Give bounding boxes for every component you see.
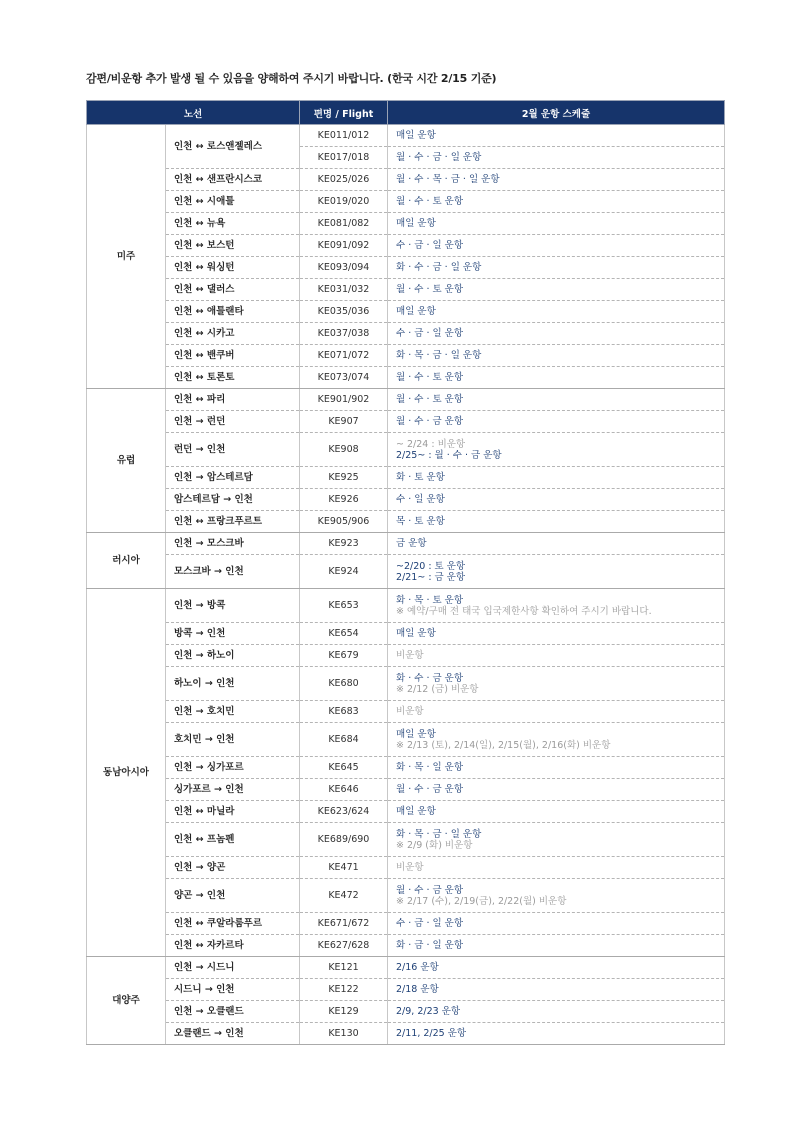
schedule-line: 수 · 일 운항 [396, 494, 445, 505]
table-row [87, 979, 725, 1001]
table-row [87, 213, 725, 235]
schedule-line: 매일 운항 [396, 806, 436, 817]
schedule-cell [388, 279, 725, 301]
route-cell: 인천 ↔ 토론토 [166, 367, 300, 389]
region-cell: 유럽 [87, 389, 166, 533]
route-cell: 인천 → 하노이 [166, 645, 300, 667]
flight-schedule-table [86, 100, 725, 1045]
schedule-cell [388, 191, 725, 213]
schedule-cell [388, 757, 725, 779]
schedule-cell [388, 467, 725, 489]
schedule-line: ~2/20 : 토 운항 [396, 560, 466, 572]
flight-number-cell: KE122 [300, 979, 388, 1001]
schedule-cell [388, 879, 725, 913]
route-cell: 인천 ↔ 샌프란시스코 [166, 169, 300, 191]
route-cell: 인천 → 호치민 [166, 701, 300, 723]
schedule-line: 화 · 목 · 일 운항 [396, 762, 464, 773]
schedule-cell [388, 147, 725, 169]
table-row [87, 389, 725, 411]
schedule-line: 월 · 수 · 토 운항 [396, 196, 464, 207]
route-cell: 인천 → 모스크바 [166, 533, 300, 555]
schedule-cell [388, 667, 725, 701]
schedule-line: 화 · 목 · 금 · 일 운항 [396, 828, 482, 840]
table-row [87, 1001, 725, 1023]
schedule-cell [388, 367, 725, 389]
table-row [87, 555, 725, 589]
route-cell: 인천 ↔ 프놈펜 [166, 823, 300, 857]
flight-number-cell: KE679 [300, 645, 388, 667]
route-cell: 모스크바 → 인천 [166, 555, 300, 589]
schedule-cell [388, 645, 725, 667]
route-cell: 인천 → 시드니 [166, 957, 300, 979]
table-row [87, 433, 725, 467]
schedule-line: 월 · 수 · 목 · 금 · 일 운항 [396, 174, 500, 185]
schedule-cell [388, 323, 725, 345]
schedule-cell [388, 213, 725, 235]
region-cell: 대양주 [87, 957, 166, 1045]
route-cell: 인천 → 방콕 [166, 589, 300, 623]
flight-number-cell: KE019/020 [300, 191, 388, 213]
flight-number-cell: KE646 [300, 779, 388, 801]
schedule-cell [388, 779, 725, 801]
schedule-cell [388, 411, 725, 433]
schedule-line: 수 · 금 · 일 운항 [396, 918, 464, 929]
schedule-line: 수 · 금 · 일 운항 [396, 240, 464, 251]
col-header-route: 노선 [87, 101, 300, 125]
schedule-line: 월 · 수 · 금 운항 [396, 884, 464, 896]
schedule-line: 2/25~ : 월 · 수 · 금 운항 [396, 449, 502, 461]
route-cell: 인천 ↔ 댈러스 [166, 279, 300, 301]
schedule-line: ※ 2/13 (토), 2/14(일), 2/15(월), 2/16(화) 비운항 [396, 739, 611, 751]
route-cell: 인천 ↔ 시카고 [166, 323, 300, 345]
schedule-cell [388, 979, 725, 1001]
schedule-cell [388, 701, 725, 723]
flight-number-cell: KE689/690 [300, 823, 388, 857]
schedule-cell [388, 1001, 725, 1023]
schedule-line: 월 · 수 · 금 운항 [396, 416, 464, 427]
route-cell: 인천 → 오클랜드 [166, 1001, 300, 1023]
table-row [87, 589, 725, 623]
schedule-cell [388, 489, 725, 511]
flight-number-cell: KE671/672 [300, 913, 388, 935]
table-row [87, 645, 725, 667]
flight-number-cell: KE130 [300, 1023, 388, 1045]
schedule-line: 매일 운항 [396, 628, 436, 639]
table-row [87, 757, 725, 779]
route-cell: 시드니 → 인천 [166, 979, 300, 1001]
flight-number-cell: KE683 [300, 701, 388, 723]
flight-number-cell: KE471 [300, 857, 388, 879]
table-row [87, 723, 725, 757]
schedule-line: 목 · 토 운항 [396, 516, 445, 527]
route-cell: 인천 → 양곤 [166, 857, 300, 879]
schedule-line: 수 · 금 · 일 운항 [396, 328, 464, 339]
table-row [87, 489, 725, 511]
flight-number-cell: KE905/906 [300, 511, 388, 533]
route-cell: 인천 ↔ 보스턴 [166, 235, 300, 257]
schedule-line: ※ 2/17 (수), 2/19(금), 2/22(월) 비운항 [396, 895, 567, 907]
route-cell: 인천 ↔ 워싱턴 [166, 257, 300, 279]
schedule-line: 비운항 [396, 650, 424, 661]
flight-number-cell: KE071/072 [300, 345, 388, 367]
table-row [87, 257, 725, 279]
schedule-cell [388, 257, 725, 279]
schedule-cell [388, 623, 725, 645]
route-cell: 하노이 → 인천 [166, 667, 300, 701]
table-row [87, 701, 725, 723]
flight-number-cell: KE925 [300, 467, 388, 489]
route-cell: 인천 ↔ 자카르타 [166, 935, 300, 957]
schedule-cell [388, 389, 725, 411]
table-row [87, 823, 725, 857]
route-cell: 인천 → 암스테르담 [166, 467, 300, 489]
route-cell: 호치민 → 인천 [166, 723, 300, 757]
region-cell: 러시아 [87, 533, 166, 589]
schedule-cell [388, 125, 725, 147]
col-header-flight: 편명 / Flight [300, 101, 388, 125]
flight-number-cell: KE129 [300, 1001, 388, 1023]
flight-number-cell: KE645 [300, 757, 388, 779]
region-cell: 미주 [87, 125, 166, 389]
schedule-line: 2/11, 2/25 운항 [396, 1028, 467, 1039]
flight-number-cell: KE680 [300, 667, 388, 701]
schedule-line: 매일 운항 [396, 130, 436, 141]
schedule-line: 매일 운항 [396, 728, 436, 740]
flight-number-cell: KE093/094 [300, 257, 388, 279]
schedule-cell [388, 511, 725, 533]
table-row [87, 857, 725, 879]
table-row [87, 623, 725, 645]
schedule-cell [388, 857, 725, 879]
table-row [87, 301, 725, 323]
flight-number-cell: KE924 [300, 555, 388, 589]
flight-number-cell: KE654 [300, 623, 388, 645]
table-row [87, 935, 725, 957]
flight-number-cell: KE926 [300, 489, 388, 511]
notice-text: 감편/비운항 추가 발생 될 수 있음을 양해하여 주시기 바랍니다. (한국 시간 2/15 기준) [86, 72, 497, 85]
schedule-line: 2/18 운항 [396, 984, 439, 995]
schedule-line: ※ 2/12 (금) 비운항 [396, 683, 479, 695]
col-header-schedule: 2월 운항 스케줄 [388, 101, 725, 125]
schedule-cell [388, 589, 725, 623]
route-cell: 인천 ↔ 쿠알라룸푸르 [166, 913, 300, 935]
schedule-cell [388, 823, 725, 857]
schedule-line: 화 · 목 · 토 운항 [396, 594, 464, 606]
schedule-line: 월 · 수 · 토 운항 [396, 372, 464, 383]
table-row [87, 467, 725, 489]
route-cell: 방콕 → 인천 [166, 623, 300, 645]
route-cell: 인천 ↔ 시애틀 [166, 191, 300, 213]
flight-number-cell: KE081/082 [300, 213, 388, 235]
route-cell: 양곤 → 인천 [166, 879, 300, 913]
route-cell: 인천 ↔ 로스앤젤레스 [166, 125, 300, 169]
flight-number-cell: KE035/036 [300, 301, 388, 323]
schedule-line: 월 · 수 · 금 · 일 운항 [396, 152, 482, 163]
flight-number-cell: KE653 [300, 589, 388, 623]
schedule-cell [388, 913, 725, 935]
flight-number-cell: KE627/628 [300, 935, 388, 957]
route-cell: 암스테르담 → 인천 [166, 489, 300, 511]
route-cell: 인천 ↔ 뉴욕 [166, 213, 300, 235]
schedule-line: 2/21~ : 금 운항 [396, 571, 466, 583]
schedule-cell [388, 169, 725, 191]
schedule-line: ~ 2/24 : 비운항 [396, 438, 466, 450]
flight-number-cell: KE025/026 [300, 169, 388, 191]
schedule-line: 월 · 수 · 토 운항 [396, 394, 464, 405]
table-row [87, 323, 725, 345]
schedule-line: 화 · 금 · 일 운항 [396, 940, 464, 951]
schedule-line: 비운항 [396, 706, 424, 717]
schedule-line: 매일 운항 [396, 218, 436, 229]
table-row [87, 125, 725, 147]
table-row [87, 801, 725, 823]
flight-number-cell: KE073/074 [300, 367, 388, 389]
schedule-line: 월 · 수 · 토 운항 [396, 284, 464, 295]
schedule-line: 화 · 수 · 금 운항 [396, 672, 464, 684]
table-row [87, 667, 725, 701]
table-row [87, 511, 725, 533]
route-cell: 인천 ↔ 마닐라 [166, 801, 300, 823]
flight-number-cell: KE684 [300, 723, 388, 757]
flight-number-cell: KE031/032 [300, 279, 388, 301]
route-cell: 런던 → 인천 [166, 433, 300, 467]
route-cell: 인천 → 싱가포르 [166, 757, 300, 779]
table-row [87, 1023, 725, 1045]
flight-number-cell: KE907 [300, 411, 388, 433]
table-row [87, 879, 725, 913]
table-row [87, 913, 725, 935]
route-cell: 인천 ↔ 밴쿠버 [166, 345, 300, 367]
table-row [87, 345, 725, 367]
route-cell: 오클랜드 → 인천 [166, 1023, 300, 1045]
schedule-cell [388, 1023, 725, 1045]
schedule-cell [388, 301, 725, 323]
table-row [87, 279, 725, 301]
schedule-line: 비운항 [396, 862, 424, 873]
route-cell: 인천 ↔ 애틀랜타 [166, 301, 300, 323]
schedule-line: ※ 2/9 (화) 비운항 [396, 839, 473, 851]
schedule-line: 화 · 토 운항 [396, 472, 445, 483]
table-row [87, 957, 725, 979]
schedule-line: 2/16 운항 [396, 962, 439, 973]
flight-number-cell: KE472 [300, 879, 388, 913]
schedule-cell [388, 723, 725, 757]
schedule-line: 매일 운항 [396, 306, 436, 317]
flight-number-cell: KE623/624 [300, 801, 388, 823]
route-cell: 인천 → 런던 [166, 411, 300, 433]
route-cell: 싱가포르 → 인천 [166, 779, 300, 801]
schedule-cell [388, 957, 725, 979]
flight-number-cell: KE923 [300, 533, 388, 555]
flight-number-cell: KE901/902 [300, 389, 388, 411]
route-cell: 인천 ↔ 파리 [166, 389, 300, 411]
flight-number-cell: KE121 [300, 957, 388, 979]
flight-number-cell: KE011/012 [300, 125, 388, 147]
table-row [87, 533, 725, 555]
schedule-line: 금 운항 [396, 538, 427, 549]
schedule-line: 화 · 수 · 금 · 일 운항 [396, 262, 482, 273]
schedule-line: 2/9, 2/23 운항 [396, 1006, 461, 1017]
flight-number-cell: KE091/092 [300, 235, 388, 257]
region-cell: 동남아시아 [87, 589, 166, 957]
schedule-cell [388, 935, 725, 957]
table-row [87, 779, 725, 801]
schedule-line: 화 · 목 · 금 · 일 운항 [396, 350, 482, 361]
schedule-line: ※ 예약/구매 전 태국 입국제한사항 확인하여 주시기 바랍니다. [396, 605, 652, 617]
flight-number-cell: KE908 [300, 433, 388, 467]
schedule-cell [388, 433, 725, 467]
table-row [87, 367, 725, 389]
flight-number-cell: KE037/038 [300, 323, 388, 345]
table-row [87, 191, 725, 213]
schedule-cell [388, 235, 725, 257]
table-row [87, 235, 725, 257]
table-header-row [87, 101, 725, 125]
table-row [87, 411, 725, 433]
table-row [87, 169, 725, 191]
schedule-cell [388, 555, 725, 589]
schedule-cell [388, 533, 725, 555]
flight-number-cell: KE017/018 [300, 147, 388, 169]
route-cell: 인천 ↔ 프랑크푸르트 [166, 511, 300, 533]
schedule-cell [388, 345, 725, 367]
schedule-line: 월 · 수 · 금 운항 [396, 784, 464, 795]
schedule-cell [388, 801, 725, 823]
